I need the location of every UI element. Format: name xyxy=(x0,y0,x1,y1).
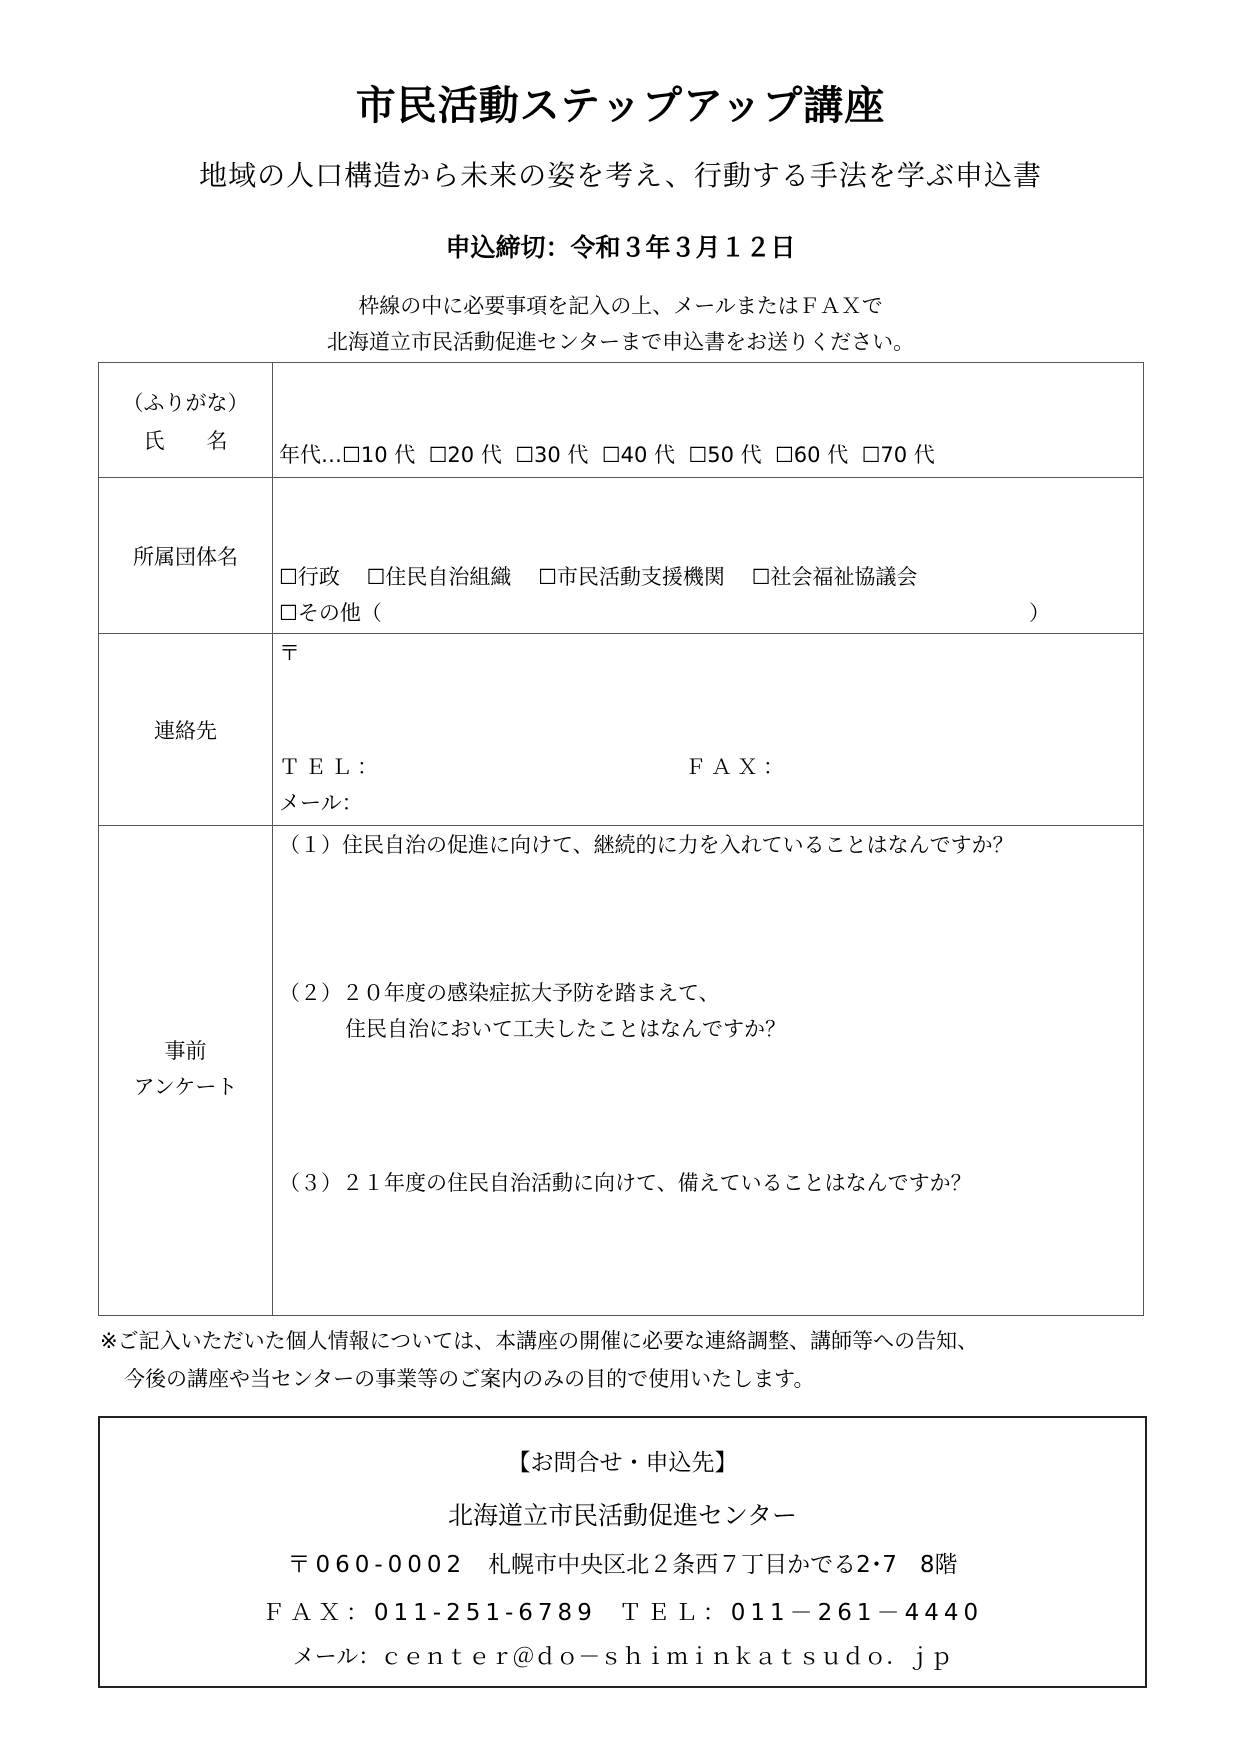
row-divider xyxy=(99,633,1143,634)
age-option-40: 40 代 xyxy=(620,443,676,467)
age-option-70: 70 代 xyxy=(880,443,935,467)
age-option-50: 50 代 xyxy=(707,443,762,467)
name-label: 氏 名 xyxy=(143,429,228,453)
age-option-30: 30 代 xyxy=(534,443,589,467)
contact-postal: 〒060‐0002 xyxy=(287,1552,467,1578)
contact-tel: ＴＥＬ：011－261－4440 xyxy=(618,1600,984,1626)
label-column-divider xyxy=(272,363,273,1315)
contact-mail[interactable]: メール：ｃｅｎｔｅｒ＠ｄｏ－ｓｈｉｍｉｎｋａｔｓｕｄｏ．ｊｐ xyxy=(292,1645,953,1670)
contact-address-line xyxy=(100,1546,1145,1579)
age-checkbox[interactable]: ☐ xyxy=(861,443,881,467)
survey-question-3: （３）２１年度の住民自治活動に向けて、備えていることはなんですか？ xyxy=(279,1171,972,1195)
postal-mark: 〒 xyxy=(279,641,300,665)
fax-label: ＦＡＸ： xyxy=(685,755,789,779)
furigana-label: （ふりがな） xyxy=(122,391,249,415)
org-option-shakyo: 社会福祉協議会 xyxy=(770,565,918,589)
age-option-60: 60 代 xyxy=(793,443,849,467)
org-other-close: ） xyxy=(1029,601,1050,625)
row-divider xyxy=(99,825,1143,826)
survey-label-line-2: アンケート xyxy=(133,1075,238,1099)
age-checkbox[interactable]: ☐ xyxy=(515,443,535,467)
privacy-note xyxy=(100,1322,978,1398)
age-option-20: 20 代 xyxy=(447,443,502,467)
org-other-label: その他（ xyxy=(297,601,382,625)
org-checkbox[interactable]: ☐ xyxy=(538,565,557,589)
privacy-note-line-2: 今後の講座や当センターの事業等のご案内のみの目的で使用いたします。 xyxy=(124,1367,815,1391)
age-checkbox[interactable]: ☐ xyxy=(688,443,708,467)
org-checkbox[interactable]: ☐ xyxy=(279,565,298,589)
contact-info-box xyxy=(98,1416,1147,1688)
contact-phone-line xyxy=(100,1594,1145,1627)
age-group-options xyxy=(279,439,935,469)
contact-address: 札幌市中央区北２条西７丁目かでる2･7 8階 xyxy=(488,1552,958,1578)
organization-type-options xyxy=(279,561,917,591)
age-checkbox[interactable]: ☐ xyxy=(428,443,448,467)
age-option-10: 10 代 xyxy=(360,443,416,467)
age-checkbox[interactable]: ☐ xyxy=(774,443,794,467)
mail-label: メール： xyxy=(279,791,363,815)
contact-fax: ＦＡＸ：011‐251‐6789 xyxy=(261,1600,597,1626)
row-divider xyxy=(99,477,1143,478)
page-subtitle: 地域の人口構造から未来の姿を考え、行動する手法を学ぶ申込書 xyxy=(199,159,1042,192)
contact-label: 連絡先 xyxy=(154,719,217,743)
age-checkbox[interactable]: ☐ xyxy=(342,443,361,467)
contact-org-name: 北海道立市民活動促進センター xyxy=(447,1501,797,1530)
application-form-table xyxy=(98,362,1144,1316)
tel-label: ＴＥＬ： xyxy=(279,755,383,779)
org-option-gyosei: 行政 xyxy=(297,565,340,589)
survey-question-1: （１）住民自治の促進に向けて、継続的に力を入れていることはなんですか？ xyxy=(279,833,1014,857)
org-option-shien: 市民活動支援機関 xyxy=(556,565,725,589)
deadline-text: 申込締切：令和３年３月１２日 xyxy=(445,233,796,262)
survey-question-2-cont: 住民自治において工夫したことはなんですか？ xyxy=(345,1017,786,1041)
page-title: 市民活動ステップアップ講座 xyxy=(355,83,886,129)
survey-label-line-1: 事前 xyxy=(164,1039,207,1063)
privacy-note-line-1: ※ご記入いただいた個人情報については、本講座の開催に必要な連絡調整、講師等への告知、 xyxy=(100,1329,979,1353)
survey-question-2: （２）２０年度の感染症拡大予防を踏まえて、 xyxy=(279,981,720,1005)
instruction-line-2: 北海道立市民活動促進センターまで申込書をお送りください。 xyxy=(326,330,915,354)
organization-label: 所属団体名 xyxy=(133,545,238,569)
org-checkbox[interactable]: ☐ xyxy=(751,565,771,589)
org-checkbox[interactable]: ☐ xyxy=(279,601,298,625)
instruction-line-1: 枠線の中に必要事項を記入の上、メールまたはＦＡＸで xyxy=(358,294,883,318)
org-checkbox[interactable]: ☐ xyxy=(366,565,386,589)
organization-other xyxy=(279,597,382,627)
age-prefix: 年代… xyxy=(279,443,342,467)
age-checkbox[interactable]: ☐ xyxy=(601,443,621,467)
contact-heading: 【お問合せ・申込先】 xyxy=(507,1450,738,1476)
org-option-jumin: 住民自治組織 xyxy=(385,565,512,589)
